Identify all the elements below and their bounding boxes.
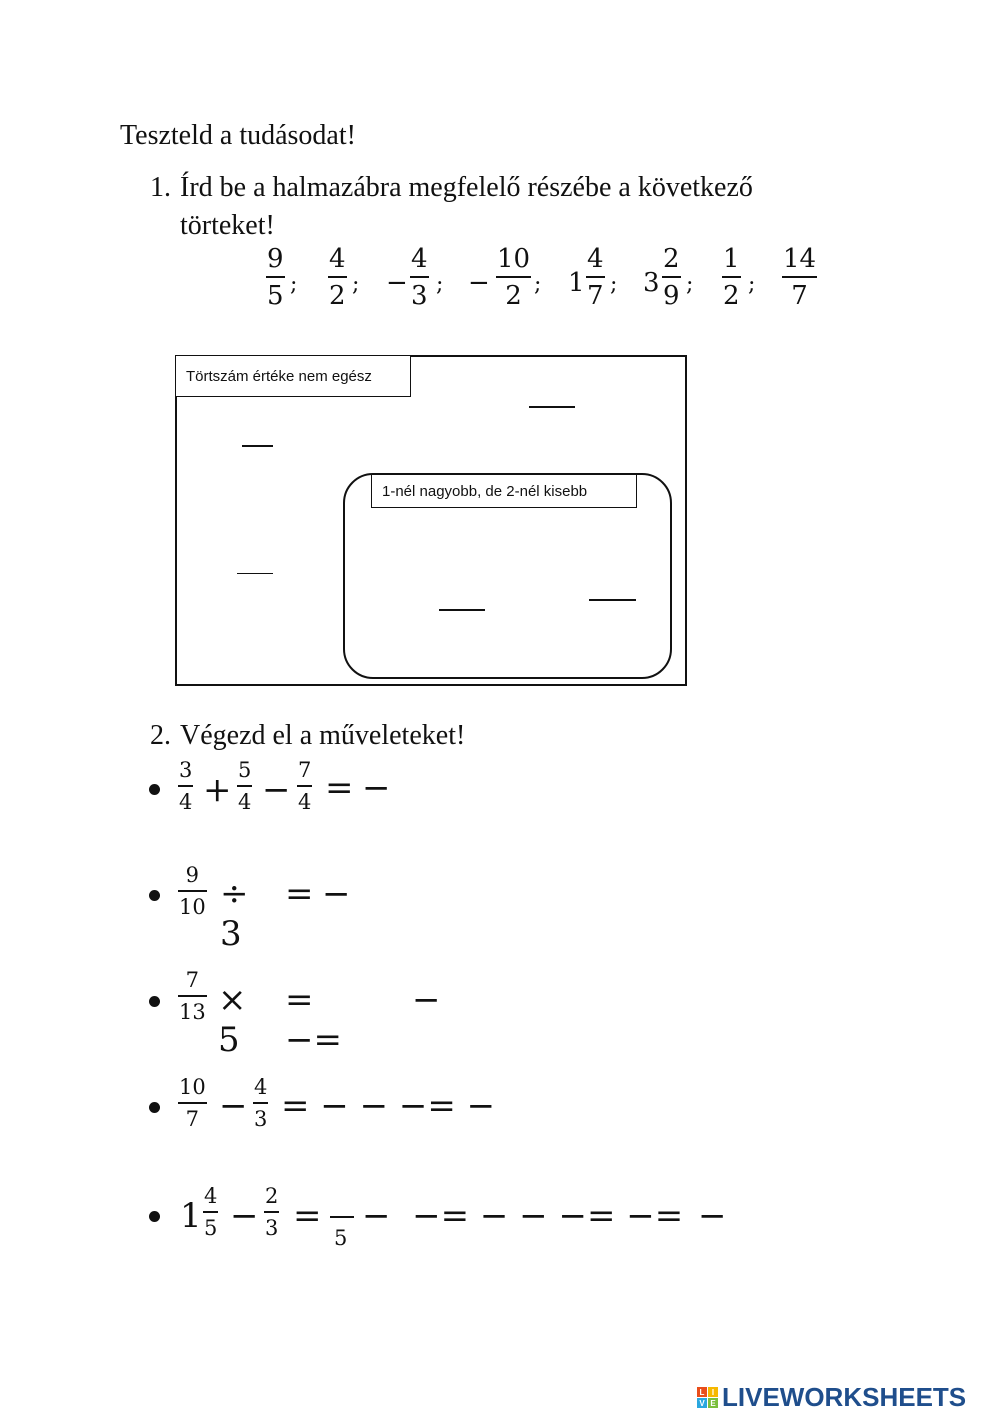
operation: ÷ 3 xyxy=(220,874,249,954)
answer-slot[interactable] xyxy=(529,406,575,408)
separator: ; xyxy=(534,272,542,297)
page-title: Teszteld a tudásodat! xyxy=(120,120,356,151)
fraction: 3 4 xyxy=(179,758,193,814)
logo-icon: L I V E xyxy=(697,1387,718,1408)
separator: ; xyxy=(686,272,694,297)
separator: ; xyxy=(610,272,618,297)
fraction-item: 4 3 xyxy=(411,244,428,311)
answer-slot[interactable] xyxy=(589,599,636,601)
answer-chain[interactable]: − −= − − −= −= xyxy=(362,1196,684,1236)
fraction: 4 3 xyxy=(254,1075,268,1131)
equals-sign: = xyxy=(325,768,354,808)
liveworksheets-logo xyxy=(697,1382,966,1413)
venn-outer-label: Törtszám értéke nem egész xyxy=(175,355,411,397)
fraction-item: 9 5 xyxy=(267,244,284,311)
answer-dash[interactable]: − xyxy=(322,874,351,914)
task2-number: 2. xyxy=(150,720,171,751)
fraction-item: 14 7 xyxy=(783,244,817,311)
bullet xyxy=(149,890,160,901)
answer-slot[interactable] xyxy=(330,1216,354,1218)
fraction-item: 4 7 xyxy=(587,244,604,311)
answer-dash[interactable]: − xyxy=(698,1196,727,1236)
whole-part: 3 xyxy=(643,268,660,298)
fraction: 10 7 xyxy=(179,1075,206,1131)
separator: ; xyxy=(352,272,360,297)
whole-part: 1 xyxy=(568,268,585,298)
separator: ; xyxy=(748,272,756,297)
fraction: 7 13 xyxy=(179,968,206,1024)
minus-sign: − xyxy=(468,268,490,298)
fraction-item: 1 2 xyxy=(723,244,740,311)
answer-chain[interactable]: = − − −= − xyxy=(281,1086,496,1126)
whole-part: 1 xyxy=(180,1196,202,1236)
answer-slot[interactable] xyxy=(237,573,273,574)
bullet xyxy=(149,996,160,1007)
fraction: 9 10 xyxy=(179,863,206,919)
equals-sign: = xyxy=(285,874,314,914)
brand-name: LIVEWORKSHEETS xyxy=(722,1382,967,1412)
answer-dash[interactable]: − xyxy=(412,980,441,1020)
bullet xyxy=(149,784,160,795)
task2-text: Végezd el a műveleteket! xyxy=(180,720,466,751)
answer-dash[interactable]: − xyxy=(362,768,391,808)
minus-sign: − xyxy=(230,1196,259,1236)
task1-text-line2: törteket! xyxy=(180,210,275,241)
task1-text-line1: Írd be a halmazábra megfelelő részébe a következő xyxy=(180,172,753,203)
venn-inner-label: 1-nél nagyobb, de 2-nél kisebb xyxy=(371,474,637,508)
separator: ; xyxy=(290,272,298,297)
fraction: 5 4 xyxy=(238,758,252,814)
minus-sign: − xyxy=(262,770,291,810)
operation: × 5 xyxy=(218,980,247,1060)
minus-sign: − xyxy=(219,1086,248,1126)
equals-sign: = xyxy=(293,1196,322,1236)
answer-slot[interactable] xyxy=(439,609,485,611)
fraction-item: 4 2 xyxy=(329,244,346,311)
bullet xyxy=(149,1102,160,1113)
minus-sign: − xyxy=(386,268,408,298)
fraction-item: 2 9 xyxy=(663,244,680,311)
fraction-item: 10 2 xyxy=(497,244,531,311)
separator: ; xyxy=(436,272,444,297)
answer-slot[interactable] xyxy=(242,445,273,447)
plus-sign: + xyxy=(203,770,232,810)
bullet xyxy=(149,1211,160,1222)
fraction: 7 4 xyxy=(298,758,312,814)
task1-number: 1. xyxy=(150,172,171,203)
answer-chain[interactable]: = −= xyxy=(285,980,342,1060)
fraction: 2 3 xyxy=(265,1184,279,1240)
fraction-denominator: 5 xyxy=(334,1226,348,1250)
fraction: 4 5 xyxy=(204,1184,218,1240)
